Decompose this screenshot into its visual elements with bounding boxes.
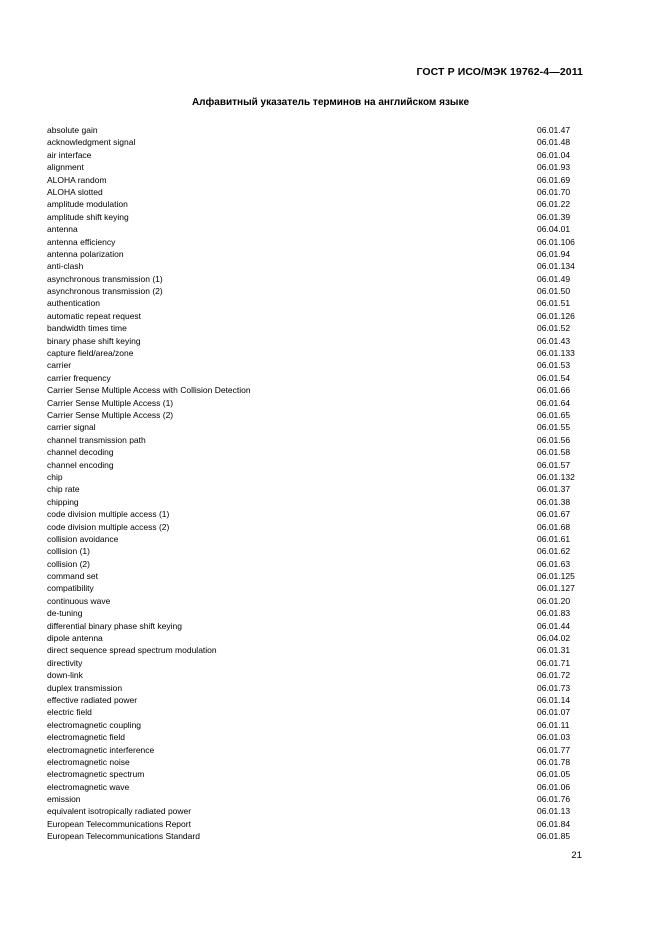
index-code: 06.01.14 [537,694,571,705]
index-term: antenna [47,224,78,235]
index-term: continuous wave [47,595,111,606]
index-term: amplitude shift keying [47,211,129,222]
index-entry [47,174,587,186]
index-term: carrier signal [47,422,96,433]
index-code: 06.01.54 [537,372,571,383]
index-entry [47,198,587,210]
index-code: 06.01.20 [537,595,571,606]
index-entry [47,248,587,260]
index-term: acknowledgment signal [47,137,136,148]
index-entry [47,830,587,842]
index-code: 06.01.83 [537,608,571,619]
index-code: 06.01.78 [537,756,571,767]
index-term: channel transmission path [47,434,146,445]
index-code: 06.01.62 [537,546,571,557]
index-code: 06.01.66 [537,385,571,396]
index-code: 06.01.44 [537,620,571,631]
index-term: electromagnetic noise [47,756,130,767]
index-term: carrier [47,360,72,371]
index-code: 06.01.43 [537,335,571,346]
index-term: duplex transmission [47,682,123,693]
index-term: Carrier Sense Multiple Access with Collision Detection [47,385,251,396]
index-term: electromagnetic field [47,732,125,743]
index-code: 06.01.52 [537,323,571,334]
index-entry [47,384,587,396]
index-term: absolute gain [47,125,98,135]
index-entry [47,818,587,830]
index-code: 06.01.31 [537,645,571,656]
index-entry [47,545,587,557]
index-code: 06.01.58 [537,447,571,458]
index-code: 06.01.73 [537,682,571,693]
index-term: electromagnetic interference [47,744,155,755]
index-term: dipole antenna [47,633,103,644]
index-code: 06.01.48 [537,137,571,148]
index-entry [47,533,587,545]
index-term: code division multiple access (1) [47,509,170,520]
index-code: 06.01.93 [537,162,571,173]
index-code: 06.01.05 [537,769,571,780]
index-code: 06.01.72 [537,670,571,681]
index-term: Carrier Sense Multiple Access (1) [47,397,174,408]
page-number: 21 [571,850,582,861]
index-code: 06.01.50 [537,286,571,297]
index-entry [47,582,587,594]
index-term: air interface [47,149,92,160]
index-code: 06.01.134 [537,261,575,272]
index-entry [47,595,587,607]
index-entry [47,731,587,743]
index-entry [47,657,587,669]
index-term: electromagnetic wave [47,781,130,792]
index-term: electromagnetic spectrum [47,769,145,780]
index-term: down-link [47,670,83,681]
index-term: command set [47,571,99,582]
index-code: 06.01.69 [537,174,571,185]
index-entry [47,744,587,756]
index-term: collision avoidance [47,533,119,544]
index-entry [47,669,587,681]
index-entry [47,781,587,793]
index-entry [47,223,587,235]
index-code: 06.04.01 [537,224,571,235]
index-code: 06.01.77 [537,744,571,755]
index-code: 06.01.55 [537,422,571,433]
index-entry [47,682,587,694]
index-term: alignment [47,162,84,173]
index-term: asynchronous transmission (1) [47,273,163,284]
index-term: de-tuning [47,608,83,619]
index-entry [47,236,587,248]
index-term: collision (2) [47,558,90,569]
index-term: differential binary phase shift keying [47,620,182,631]
index-code: 06.01.47 [537,125,571,135]
index-entry [47,211,587,223]
index-entry [47,322,587,334]
index-term: asynchronous transmission (2) [47,286,163,297]
index-term: electromagnetic coupling [47,719,142,730]
index-code: 06.01.132 [537,471,575,482]
index-term: code division multiple access (2) [47,521,170,532]
index-entry [47,446,587,458]
document-header: ГОСТ Р ИСО/МЭК 19762-4—2011 [416,66,583,78]
index-code: 06.01.106 [537,236,575,247]
index-code: 06.01.85 [537,831,571,842]
index-entry [47,260,587,272]
index-entry [47,620,587,632]
index-term: chip rate [47,484,80,495]
index-code: 06.01.49 [537,273,571,284]
index-entry [47,335,587,347]
index-entry [47,644,587,656]
index-term: equivalent isotropically radiated power [47,806,192,817]
index-entry [47,359,587,371]
index-code: 06.01.04 [537,149,571,160]
index-term: electric field [47,707,92,718]
index-term: amplitude modulation [47,199,128,210]
index-term: channel encoding [47,459,114,470]
index-entry [47,149,587,161]
index-code: 06.01.53 [537,360,571,371]
index-entry [47,409,587,421]
index-term: chipping [47,496,79,507]
index-code: 06.01.67 [537,509,571,520]
index-code: 06.01.03 [537,732,571,743]
index-entry [47,161,587,173]
index-entry [47,756,587,768]
index-entry [47,719,587,731]
index-code: 06.01.39 [537,211,571,222]
index-code: 06.01.61 [537,533,571,544]
index-code: 06.01.127 [537,583,575,594]
index-entry [47,186,587,198]
index-entry [47,706,587,718]
index-entry [47,471,587,483]
index-entry [47,285,587,297]
index-term: collision (1) [47,546,90,557]
index-term: carrier frequency [47,372,111,383]
index-code: 06.01.56 [537,434,571,445]
index-code: 06.01.64 [537,397,571,408]
index-entry [47,297,587,309]
index-term: European Telecommunications Standard [47,831,200,842]
index-entry [47,768,587,780]
index-entry [47,136,587,148]
index-term: European Telecommunications Report [47,818,191,829]
index-code: 06.01.84 [537,818,571,829]
index-code: 06.01.133 [537,348,575,359]
index-code: 06.01.13 [537,806,571,817]
index-term: bandwidth times time [47,323,127,334]
index-code: 06.01.38 [537,496,571,507]
index-code: 06.01.63 [537,558,571,569]
index-code: 06.04.02 [537,633,571,644]
index-entry [47,310,587,322]
index-term: Carrier Sense Multiple Access (2) [47,409,174,420]
index-term: channel decoding [47,447,114,458]
index-code: 06.01.22 [537,199,571,210]
index-code: 06.01.68 [537,521,571,532]
index-code: 06.01.126 [537,310,575,321]
index-code: 06.01.65 [537,409,571,420]
index-code: 06.01.06 [537,781,571,792]
index-term: authentication [47,298,100,309]
index-code: 06.01.11 [537,719,570,730]
index-code: 06.01.94 [537,248,571,259]
index-entry [47,372,587,384]
index-entry [47,632,587,644]
index-code: 06.01.37 [537,484,571,495]
index-term: direct sequence spread spectrum modulation [47,645,217,656]
index-term: automatic repeat request [47,310,142,321]
index-term: capture field/area/zone [47,348,134,359]
index-term: compatibility [47,583,94,594]
index-entry [47,421,587,433]
index-term: antenna polarization [47,248,124,259]
index-entry [47,805,587,817]
index-code: 06.01.57 [537,459,571,470]
index-entry [47,483,587,495]
index-code: 06.01.07 [537,707,571,718]
index-code: 06.01.70 [537,186,571,197]
index-term: antenna efficiency [47,236,116,247]
index-term: ALOHA random [47,174,107,185]
index-term: effective radiated power [47,694,138,705]
index-entry [47,793,587,805]
index-entry [47,508,587,520]
index-entry [47,434,587,446]
index-code: 06.01.51 [537,298,571,309]
index-entry [47,124,587,136]
index-entry [47,459,587,471]
index-term: ALOHA slotted [47,186,103,197]
index-term: directivity [47,657,83,668]
index-title: Алфавитный указатель терминов на английском языке [191,97,470,108]
index-entry [47,397,587,409]
index-entry [47,607,587,619]
index-term: chip [47,471,63,482]
term-index-list [47,124,587,843]
index-entry [47,496,587,508]
index-code: 06.01.71 [537,657,571,668]
index-code: 06.01.76 [537,794,571,805]
index-entry [47,694,587,706]
index-entry [47,273,587,285]
index-entry [47,347,587,359]
index-code: 06.01.125 [537,571,575,582]
index-term: anti-clash [47,261,84,272]
index-entry [47,558,587,570]
index-term: emission [47,794,81,805]
index-entry [47,570,587,582]
index-entry [47,521,587,533]
index-term: binary phase shift keying [47,335,141,346]
